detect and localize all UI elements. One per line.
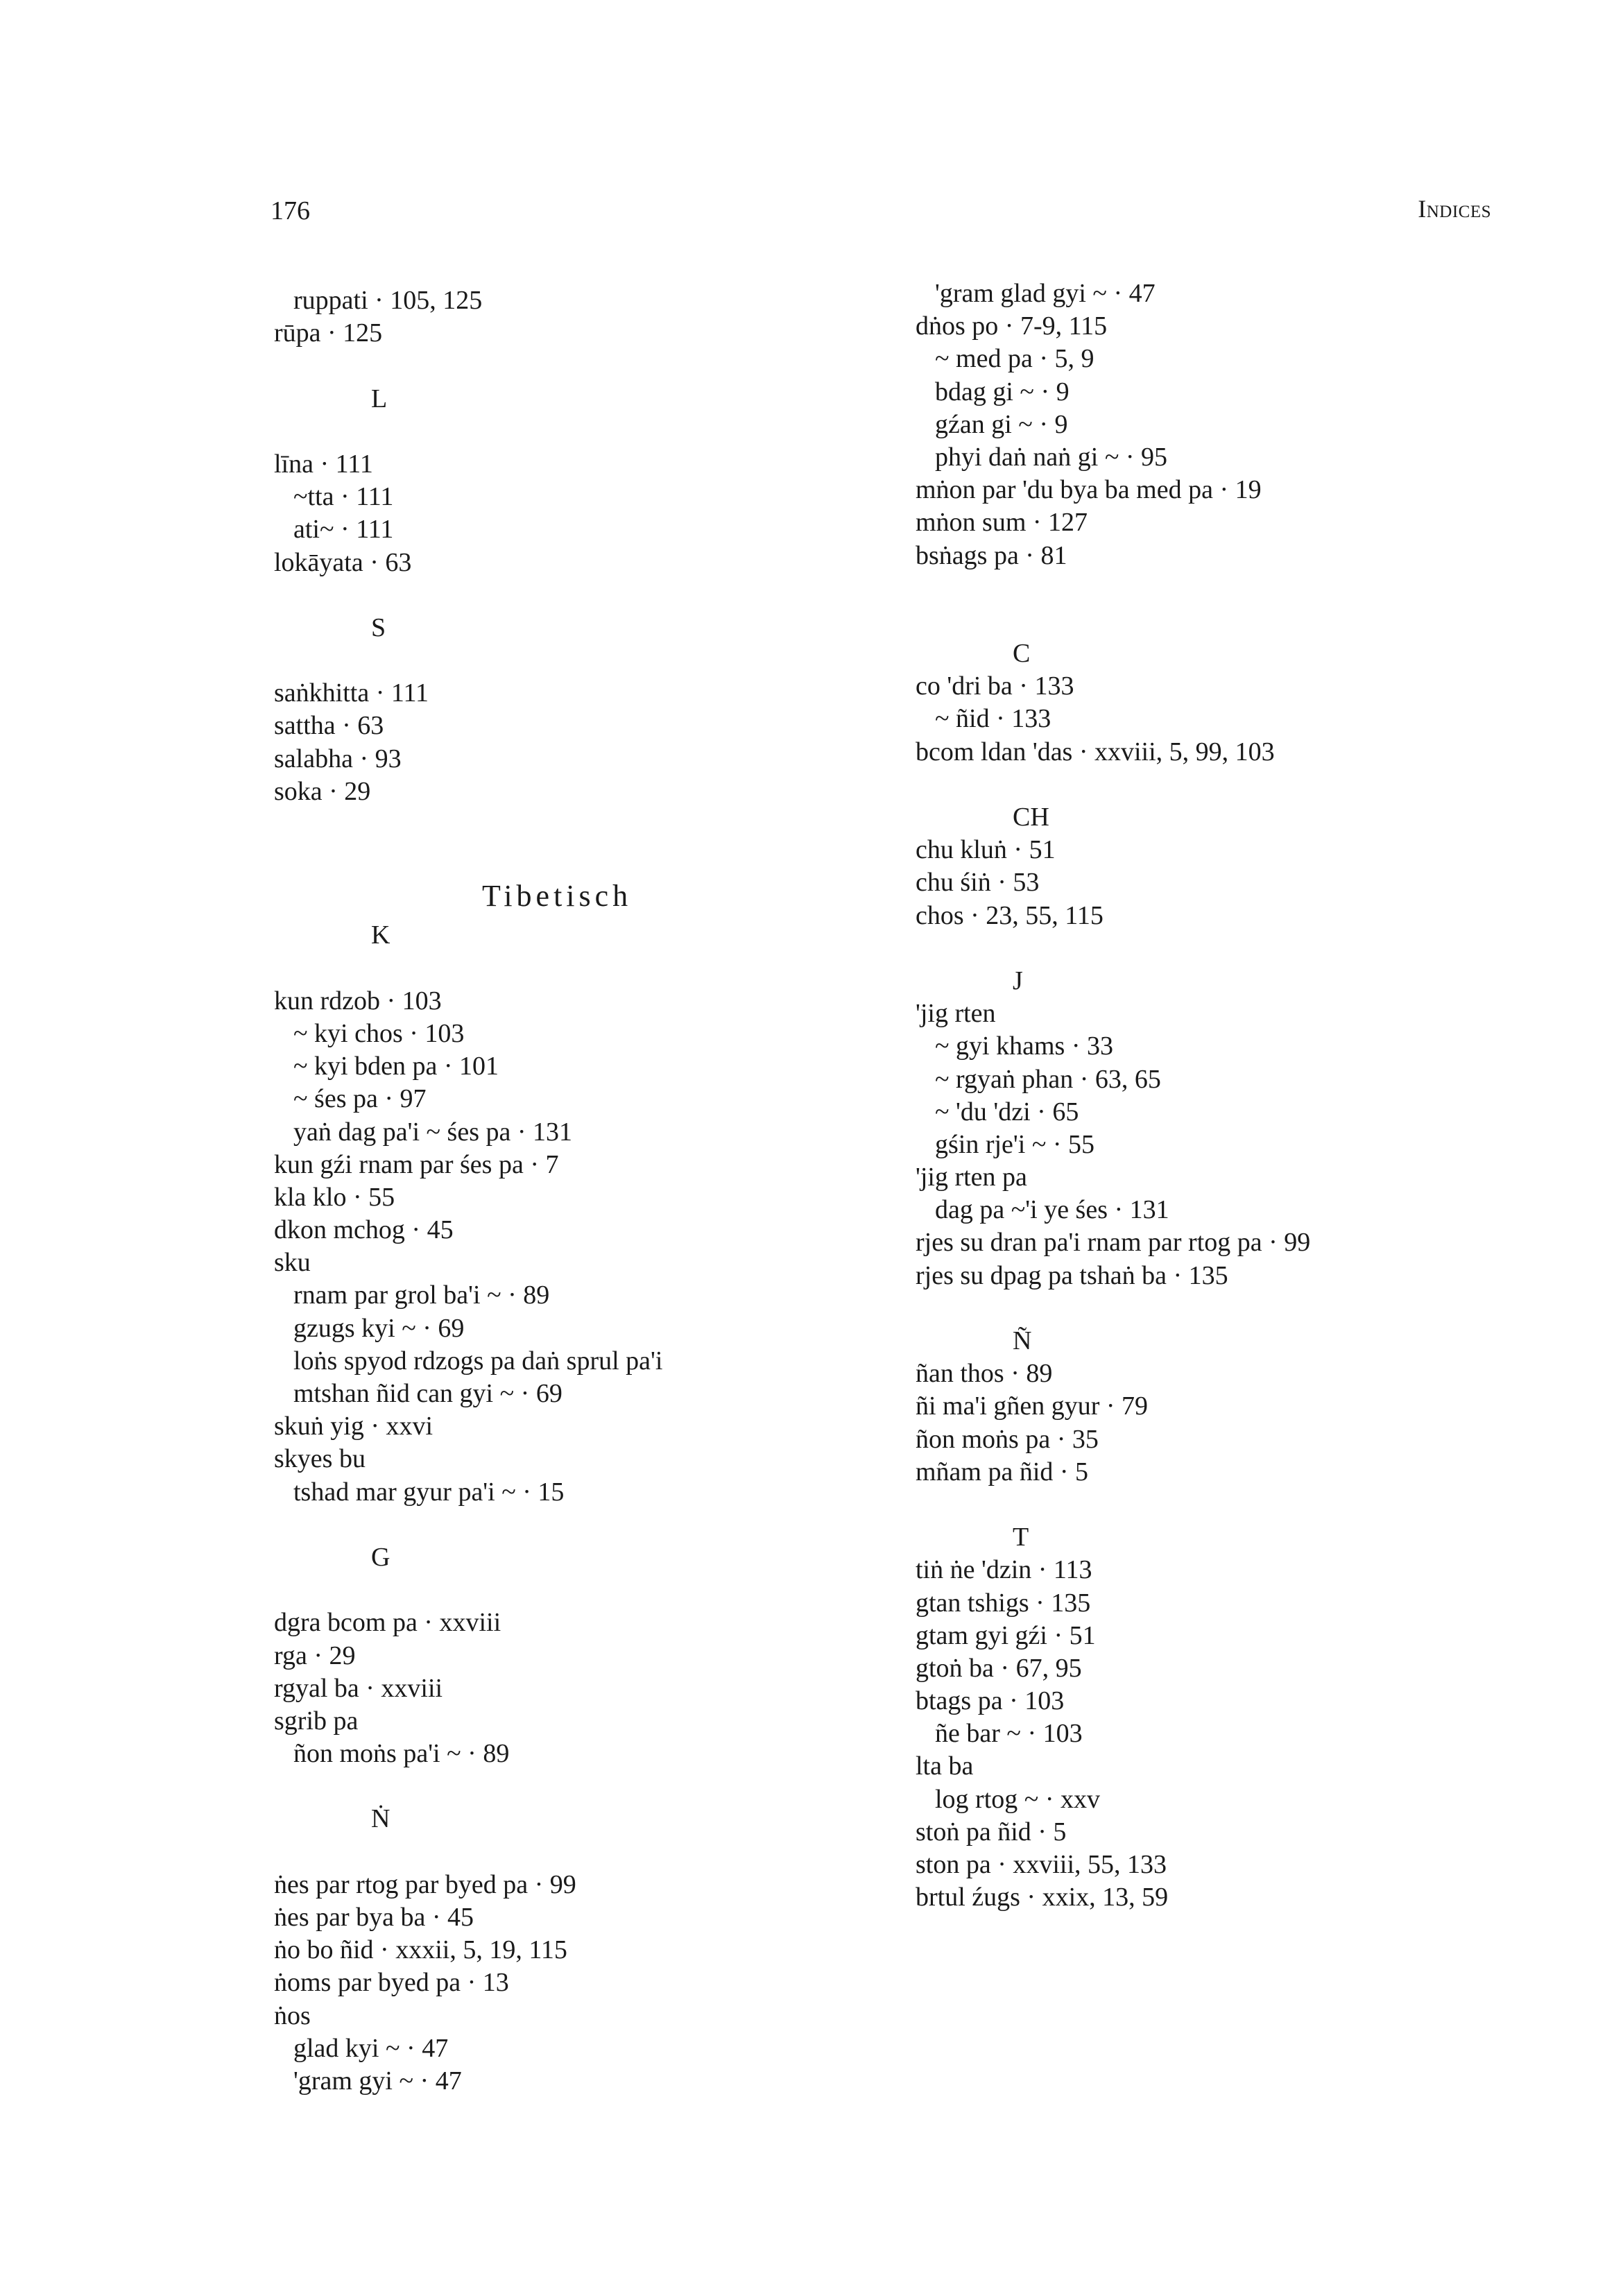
index-entry: co 'dri ba · 133 (916, 671, 1074, 701)
index-subentry: loṅs spyod rdzogs pa daṅ sprul pa'i (293, 1346, 663, 1376)
index-subentry: 'gram glad gyi ~ · 47 (935, 279, 1156, 308)
index-entry: kla klo · 55 (274, 1182, 395, 1212)
index-letter-heading: S (371, 612, 386, 642)
index-entry: lta ba (916, 1751, 974, 1781)
section-title: Tibetisch (482, 879, 633, 914)
index-subentry: ~ rgyaṅ phan · 63, 65 (935, 1064, 1161, 1094)
index-letter-heading: G (371, 1542, 390, 1572)
index-subentry: ~ kyi bden pa · 101 (293, 1052, 499, 1081)
index-letter-heading: J (1013, 966, 1023, 995)
index-subentry: ~ gyi khams · 33 (935, 1031, 1113, 1061)
index-entry: skuṅ yig · xxvi (274, 1412, 433, 1441)
index-subentry: ~ kyi chos · 103 (293, 1018, 465, 1048)
index-entry: dṅos po · 7-9, 115 (916, 311, 1108, 341)
index-entry: dkon mchog · 45 (274, 1215, 454, 1245)
index-entry: lokāyata · 63 (274, 547, 412, 577)
index-entry: līna · 111 (274, 449, 373, 479)
index-entry: gtan tshigs · 135 (916, 1588, 1091, 1618)
index-subentry: ~ 'du 'dzi · 65 (935, 1097, 1079, 1126)
index-entry: ṅoms par byed pa · 13 (274, 1968, 509, 1998)
index-entry: rga · 29 (274, 1640, 356, 1670)
spacer (274, 644, 912, 677)
spacer (274, 1836, 912, 1869)
index-subentry: bdag gi ~ · 9 (935, 377, 1070, 406)
index-entry: salabha · 93 (274, 744, 402, 773)
index-column-left (274, 284, 912, 2098)
index-subentry: ~ śes pa · 97 (293, 1084, 427, 1114)
index-entry: stoṅ pa ñid · 5 (916, 1817, 1067, 1847)
index-entry: chu śiṅ · 53 (916, 868, 1040, 898)
index-column-right (916, 277, 1526, 1914)
index-entry: 'jig rten pa (916, 1163, 1027, 1192)
index-subentry: ~ ñid · 133 (935, 704, 1051, 734)
index-subentry: ~ med pa · 5, 9 (935, 344, 1094, 374)
spacer (916, 605, 1526, 637)
index-letter-heading: K (371, 920, 390, 950)
index-subentry: log rtog ~ · xxv (935, 1784, 1100, 1814)
index-subentry: ~tta · 111 (293, 482, 394, 512)
spacer (274, 1770, 912, 1803)
index-letter-heading: C (1013, 639, 1031, 669)
index-subentry: ñon moṅs pa'i ~ · 89 (293, 1739, 510, 1769)
index-entry: kun gźi rnam par śes pa · 7 (274, 1149, 559, 1179)
index-entry: skyes bu (274, 1444, 366, 1474)
index-entry: soka · 29 (274, 776, 371, 806)
spacer (916, 769, 1526, 801)
index-entry: kun rdzob · 103 (274, 986, 442, 1016)
spacer (274, 841, 912, 873)
index-subentry: gzugs kyi ~ · 69 (293, 1313, 465, 1343)
index-entry: tiṅ ṅe 'dzin · 113 (916, 1555, 1092, 1585)
spacer (274, 579, 912, 612)
index-entry: mñam pa ñid · 5 (916, 1457, 1089, 1487)
running-head: Indices (1418, 195, 1491, 223)
spacer (916, 932, 1526, 965)
spacer (916, 1292, 1526, 1325)
spacer (274, 350, 912, 382)
index-entry: 'jig rten (916, 999, 996, 1029)
index-subentry: mtshan ñid can gyi ~ · 69 (293, 1379, 563, 1408)
index-subentry: gźan gi ~ · 9 (935, 409, 1068, 439)
index-entry: saṅkhitta · 111 (274, 678, 429, 708)
index-entry: ṅes par rtog par byed pa · 99 (274, 1869, 576, 1899)
index-entry: rūpa · 125 (274, 318, 383, 348)
index-subentry: glad kyi ~ · 47 (293, 2033, 449, 2063)
spacer (916, 572, 1526, 605)
index-letter-heading: Ñ (1013, 1326, 1032, 1355)
index-entry: chu kluṅ · 51 (916, 835, 1056, 865)
spacer (916, 1489, 1526, 1521)
index-entry: sku (274, 1248, 311, 1278)
page-number: 176 (270, 196, 310, 225)
spacer (274, 1574, 912, 1607)
index-entry: rjes su dpag pa tshaṅ ba · 135 (916, 1260, 1228, 1290)
index-entry: chos · 23, 55, 115 (916, 900, 1104, 930)
spacer (274, 952, 912, 985)
index-subentry: rnam par grol ba'i ~ · 89 (293, 1280, 550, 1310)
index-letter-heading: L (371, 384, 388, 413)
index-entry: sgrib pa (274, 1706, 359, 1736)
spacer (274, 1509, 912, 1541)
spacer (274, 808, 912, 841)
index-subentry: ñe bar ~ · 103 (935, 1719, 1083, 1749)
index-entry: gtam gyi gźi · 51 (916, 1620, 1096, 1650)
index-letter-heading: T (1013, 1523, 1029, 1552)
index-entry: ñon moṅs pa · 35 (916, 1424, 1099, 1454)
index-entry: ñi ma'i gñen gyur · 79 (916, 1391, 1149, 1421)
index-entry: gtoṅ ba · 67, 95 (916, 1653, 1082, 1683)
index-entry: ston pa · xxviii, 55, 133 (916, 1850, 1167, 1879)
index-entry: mṅon par 'du bya ba med pa · 19 (916, 475, 1262, 505)
index-subentry: dag pa ~'i ye śes · 131 (935, 1195, 1169, 1225)
index-subentry: ruppati · 105, 125 (293, 286, 483, 315)
index-entry: sattha · 63 (274, 711, 384, 741)
index-entry: bcom ldan 'das · xxviii, 5, 99, 103 (916, 737, 1275, 766)
index-subentry: tshad mar gyur pa'i ~ · 15 (293, 1477, 565, 1507)
index-entry: btags pa · 103 (916, 1686, 1065, 1716)
index-entry: ṅos (274, 2001, 311, 2030)
index-letter-heading: Ṅ (371, 1804, 390, 1834)
index-subentry: yaṅ dag pa'i ~ śes pa · 131 (293, 1117, 573, 1147)
index-entry: bsṅags pa · 81 (916, 540, 1067, 570)
index-entry: rjes su dran pa'i rnam par rtog pa · 99 (916, 1228, 1311, 1258)
index-entry: mṅon sum · 127 (916, 508, 1088, 538)
index-entry: dgra bcom pa · xxviii (274, 1608, 501, 1638)
index-subentry: ati~ · 111 (293, 515, 394, 545)
index-subentry: gśin rje'i ~ · 55 (935, 1129, 1095, 1159)
index-entry: rgyal ba · xxviii (274, 1673, 443, 1703)
index-entry: ṅo bo ñid · xxxii, 5, 19, 115 (274, 1935, 567, 1965)
index-subentry: 'gram gyi ~ · 47 (293, 2066, 462, 2096)
index-entry: ñan thos · 89 (916, 1359, 1053, 1389)
index-entry: ṅes par bya ba · 45 (274, 1903, 474, 1932)
spacer (274, 415, 912, 448)
index-subentry: phyi daṅ naṅ gi ~ · 95 (935, 442, 1168, 472)
index-letter-heading: CH (1013, 803, 1049, 832)
index-entry: brtul źugs · xxix, 13, 59 (916, 1883, 1169, 1912)
